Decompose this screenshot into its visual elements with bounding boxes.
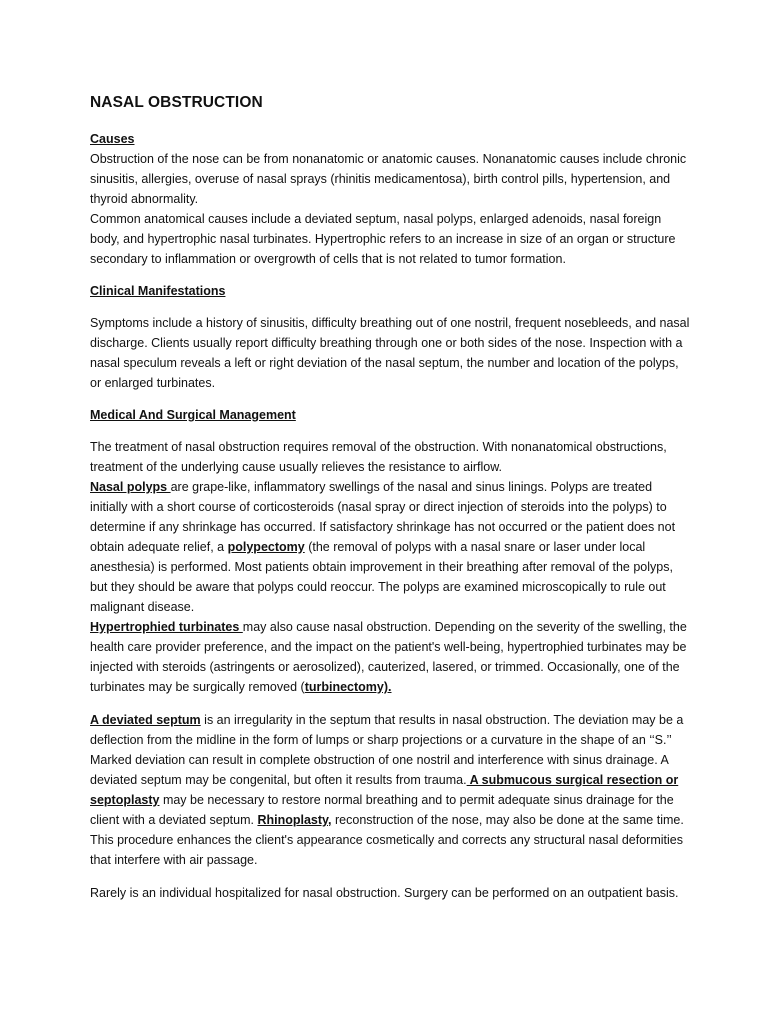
rhinoplasty-term: Rhinoplasty, [257,813,332,827]
spacer [90,393,690,405]
deviated-septum-paragraph [90,710,690,870]
spacer [90,870,690,883]
management-paragraph-1: The treatment of nasal obstruction requires removal of the obstruction. With nonanatomical obstructions, treatment of the underlying cause usually relieves the resistance to airflow. [90,440,667,474]
septoplasty-term: A submucous surgical resection or septoplasty [90,773,679,807]
turbinectomy-term: turbinectomy). [304,680,392,694]
septum-text-3: reconstruction of the nose, may also be done at the same time. This procedure enhances the client's appearance cosmetically and corrects any structural nasal deformities that interfere with air passage. [90,813,684,867]
polyps-text-2: (the removal of polyps with a nasal snare or laser under local anesthesia) is performed. Most patients obtain improvement in their breathing after removal of the polyps, but they should be aware that polyps could reoccur. The polyps are examined microscopically to rule out malignant disease. [90,540,673,614]
closing-paragraph: Rarely is an individual hospitalized for nasal obstruction. Surgery can be performed on an outpatient basis. [90,886,679,900]
document-page [90,94,690,903]
clinical-paragraph: Symptoms include a history of sinusitis, difficulty breathing out of one nostril, frequent nosebleeds, and nasal discharge. Clients usually report difficulty breathing through one or both sides of the nose. Inspection with a nasal speculum reveals a left or right deviation of the nasal septum, the number and location of the polyps, or enlarged turbinates. [90,316,690,390]
spacer [90,301,690,313]
nasal-polyps-term: Nasal polyps [90,480,171,494]
turbinates-paragraph [90,617,690,697]
causes-heading: Causes [90,132,135,146]
polyps-text-1: are grape-like, inflammatory swellings of the nasal and sinus linings. Polyps are treated initially with a short course of corticosteroids (nasal spray or direct injection of steroids into the polyps) to determine if any shrinkage has occurred. If satisfactory shrinkage has not occurred or the patient does not obtain adequate relief, a [90,480,676,554]
causes-paragraph-2: Common anatomical causes include a deviated septum, nasal polyps, enlarged adenoids, nasal foreign body, and hypertrophic nasal turbinates. Hypertrophic refers to an increase in size of an organ or structure secondary to inflammation or overgrowth of cells that is not related to tumor formation. [90,212,676,266]
management-heading: Medical And Surgical Management [90,408,296,422]
hypertrophied-turbinates-term: Hypertrophied turbinates [90,620,243,634]
spacer [90,697,690,710]
turbinates-text: may also cause nasal obstruction. Depending on the severity of the swelling, the health care provider preference, and the impact on the patient's well-being, hypertrophied turbinates may be injected with steroids (astringents or aerosolized), cauterized, lasered, or trimmed. Occasionally, one of the turbinates may be surgically removed ( [90,620,687,694]
septum-text-1: is an irregularity in the septum that results in nasal obstruction. The deviation may be a deflection from the midline in the form of lumps or sharp projections or a curvature in the shape of an ‘‘S.’’ Marked deviation can result in complete obstruction of one nostril and interference with sinus drainage. A deviated septum may be congenital, but often it results from trauma. [90,713,684,787]
spacer [90,425,690,437]
causes-paragraph-1: Obstruction of the nose can be from nonanatomic or anatomic causes. Nonanatomic causes include chronic sinusitis, allergies, overuse of nasal sprays (rhinitis medicamentosa), birth control pills, hypertension, and thyroid abnormality. [90,152,687,206]
spacer [90,269,690,281]
clinical-heading: Clinical Manifestations [90,284,226,298]
polypectomy-term: polypectomy [227,540,305,554]
septum-text-2: may be necessary to restore normal breathing and to permit adequate sinus drainage for the client with a deviated septum. [90,793,674,827]
deviated-septum-term: A deviated septum [90,713,201,727]
page-title: NASAL OBSTRUCTION [90,94,263,111]
polyps-paragraph [90,477,690,617]
